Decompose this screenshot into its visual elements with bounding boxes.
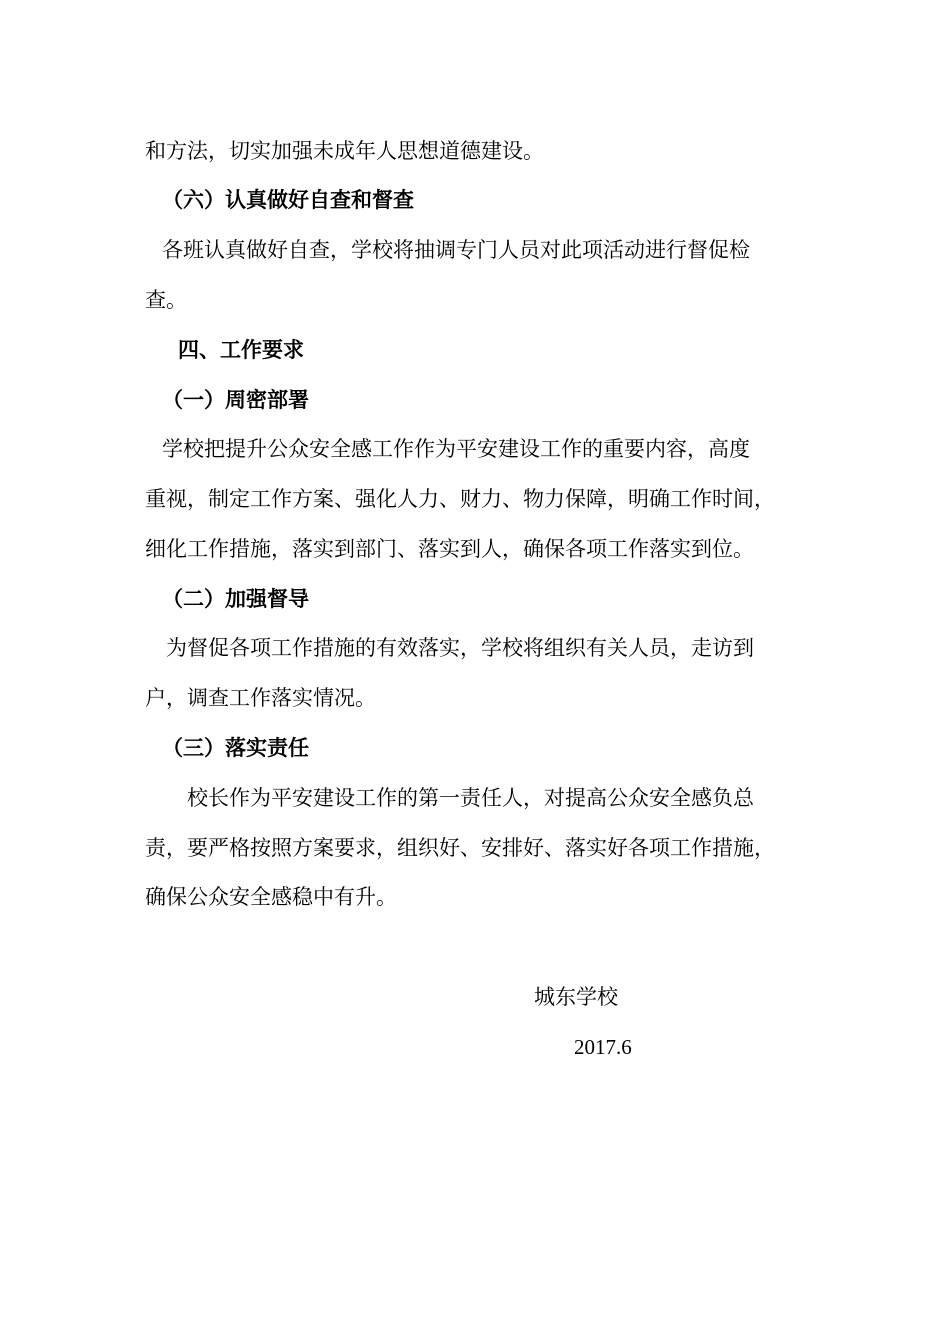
paragraph-line: 为督促各项工作措施的有效落实，学校将组织有关人员，走访到 — [166, 636, 754, 660]
section-heading: （三）落实责任 — [162, 736, 309, 760]
paragraph-line: 和方法，切实加强未成年人思想道德建设。 — [145, 139, 544, 163]
signature-school: 城东学校 — [534, 985, 618, 1009]
paragraph-line: 校长作为平安建设工作的第一责任人，对提高公众安全感负总 — [187, 786, 754, 810]
paragraph-line: 重视，制定工作方案、强化人力、财力、物力保障，明确工作时间， — [145, 487, 775, 511]
signature-date: 2017.6 — [574, 1035, 632, 1059]
chapter-heading: 四、工作要求 — [178, 338, 304, 362]
section-heading: （一）周密部署 — [162, 388, 309, 412]
paragraph-line: 查。 — [145, 288, 187, 312]
paragraph-line: 细化工作措施，落实到部门、落实到人，确保各项工作落实到位。 — [145, 537, 754, 561]
paragraph-line: 户，调查工作落实情况。 — [145, 686, 376, 710]
paragraph-line: 各班认真做好自查，学校将抽调专门人员对此项活动进行督促检 — [162, 238, 750, 262]
paragraph-line: 确保公众安全感稳中有升。 — [145, 885, 397, 909]
paragraph-line: 学校把提升公众安全感工作作为平安建设工作的重要内容，高度 — [162, 437, 750, 461]
section-heading: （六）认真做好自查和督查 — [162, 188, 414, 212]
section-heading: （二）加强督导 — [162, 587, 309, 611]
paragraph-line: 责，要严格按照方案要求，组织好、安排好、落实好各项工作措施， — [145, 836, 775, 860]
